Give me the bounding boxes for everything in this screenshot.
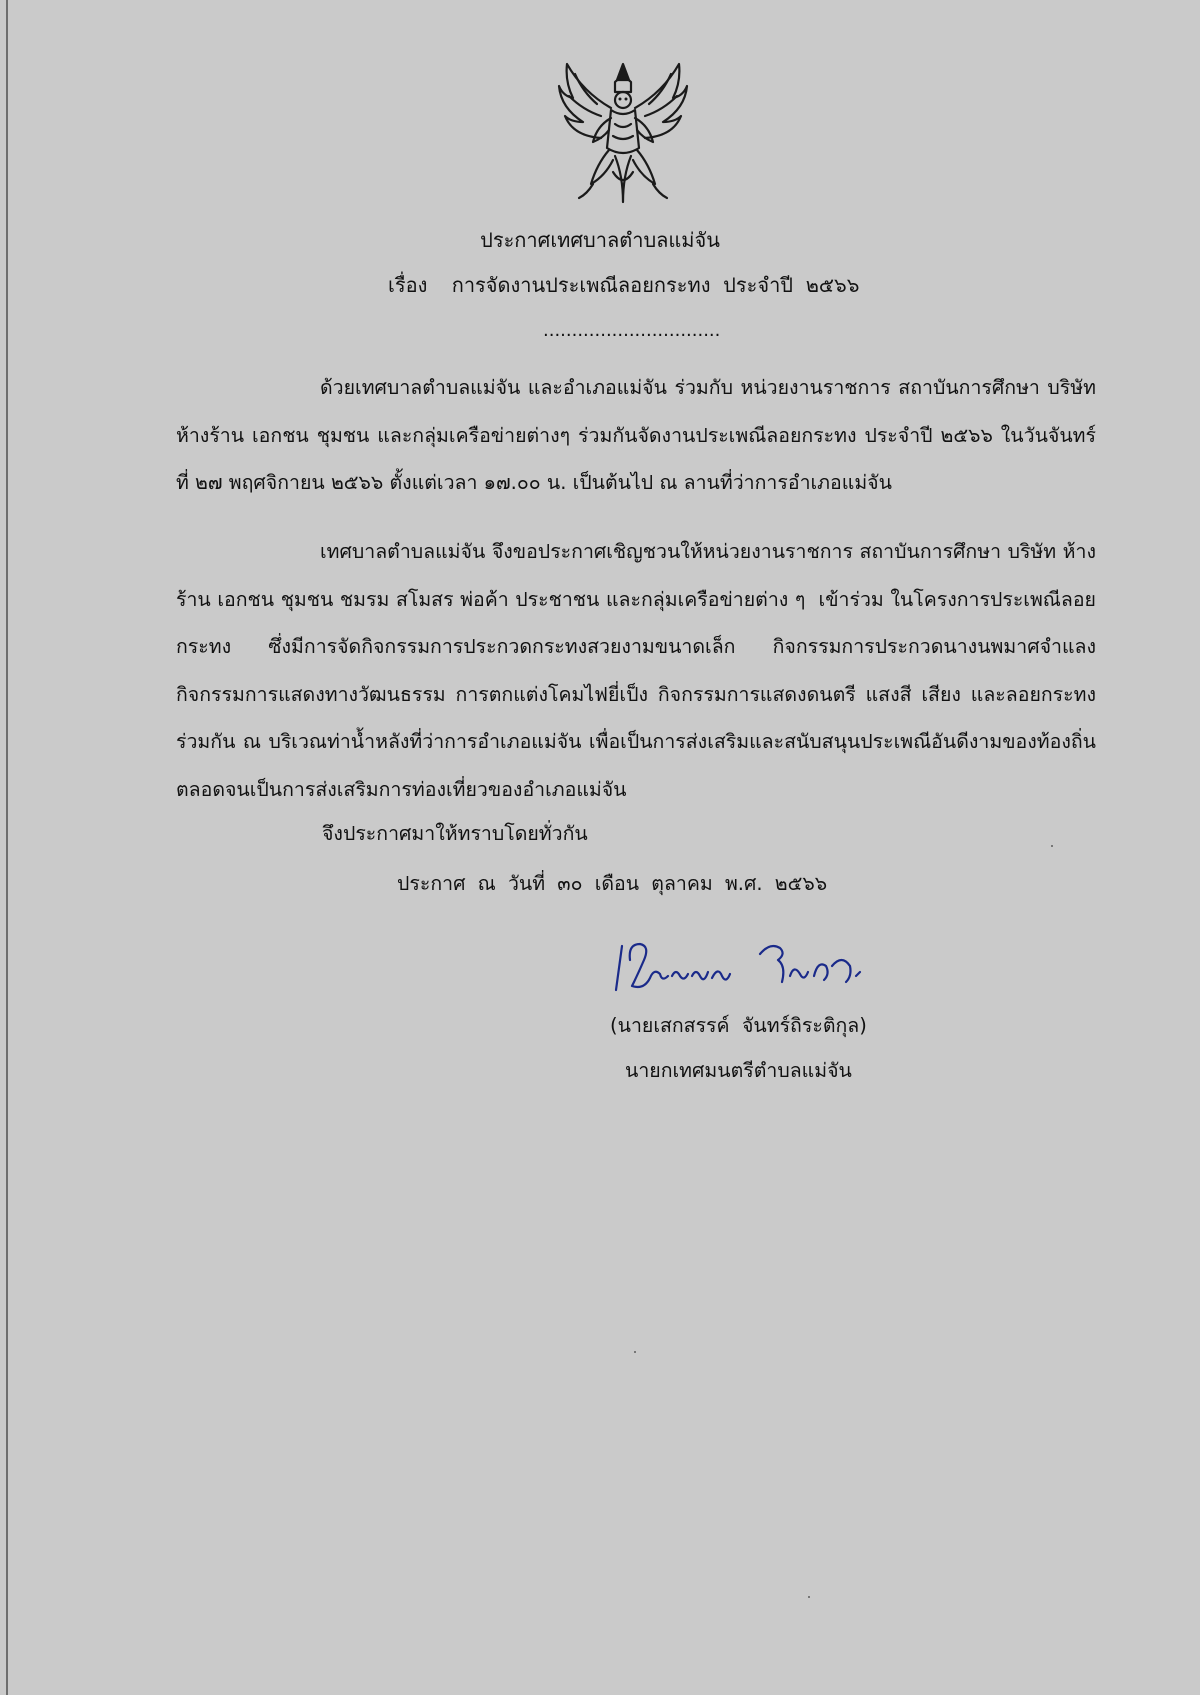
paragraph-2-text: เทศบาลตำบลแม่จัน จึงขอประกาศเชิญชวนให้หน่วยงานราชการ สถาบันการศึกษา บริษัท ห้างร้าน เอกชน ชุมชน ชมรม สโมสร พ่อค้า ประชาชน และกลุ่มเครือข่ายต่าง ๆ เข้าร่วม ในโครงการประเพณีลอยกระทง ซึ่งมีการจัดกิจกรรมการประกวดกระทงสวยงามขนาดเล็ก กิจกรรมการประกวดนางนพมาศจำแลง กิจกรรมการแสดงทางวัฒนธรรม การตกแต่งโคมไฟยี่เป็ง กิจกรรมการแสดงดนตรี แสงสี เสียง และลอยกระทงร่วมกัน ณ บริเวณท่าน้ำหลังที่ว่าการอำเภอแม่จัน เพื่อเป็นการส่งเสริมและสนับสนุนประเพณีอันดีงามของท้องถิ่น ตลอดจนเป็นการส่งเสริมการท่องเที่ยวของอำเภอแม่จัน [176,540,1103,801]
scan-speck [634,1351,636,1353]
title-separator: ............................... [543,320,721,341]
signer-name: (นายเสกสรรค์ จันทร์ถิระติกุล) [610,1014,867,1037]
announcement-title: ประกาศเทศบาลตำบลแม่จัน [480,228,720,252]
signature-icon [610,930,870,1000]
scan-speck [1051,845,1053,847]
subject-label: เรื่อง [388,273,428,297]
garuda-emblem-icon [553,52,693,212]
closing-line: จึงประกาศมาให้ทราบโดยทั่วกัน [322,822,588,845]
paragraph-2 [176,528,1103,813]
paragraph-1-text: ด้วยเทศบาลตำบลแม่จัน และอำเภอแม่จัน ร่วมกับ หน่วยงานราชการ สถาบันการศึกษา บริษัท ห้างร้าน เอกชน ชุมชน และกลุ่มเครือข่ายต่างๆ ร่วมกันจัดงานประเพณีลอยกระทง ประจำปี ๒๕๖๖ ในวันจันทร์ที่ ๒๗ พฤศจิกายน ๒๕๖๖ ตั้งแต่เวลา ๑๗.๐๐ น. เป็นต้นไป ณ ลานที่ว่าการอำเภอแม่จัน [176,376,1096,494]
subject-text: การจัดงานประเพณีลอยกระทง ประจำปี ๒๕๖๖ [451,273,860,297]
paragraph-1 [176,364,1096,507]
scan-speck [808,1596,810,1598]
announcement-date: ประกาศ ณ วันที่ ๓๐ เดือน ตุลาคม พ.ศ. ๒๕๖๖ [397,872,828,895]
signer-title: นายกเทศมนตรีตำบลแม่จัน [625,1059,852,1082]
subject-line [388,269,859,301]
